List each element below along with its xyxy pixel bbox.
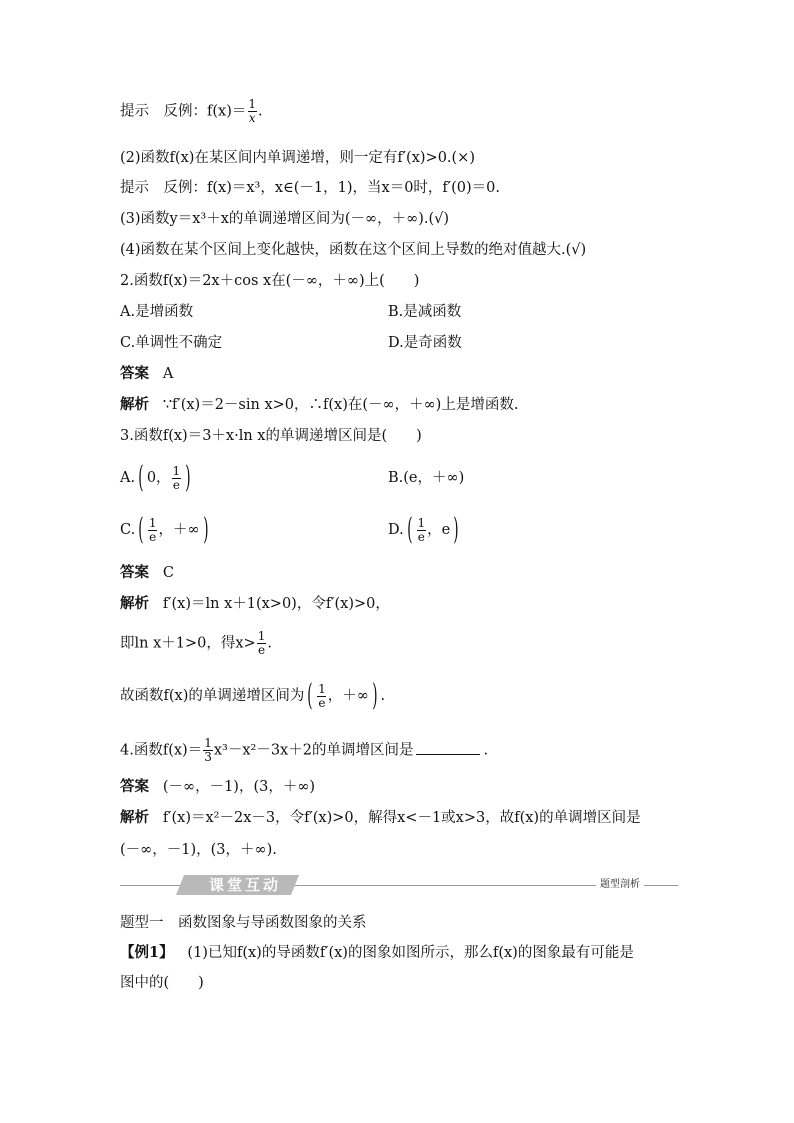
hint-line-1: 提示 反例：f(x)＝ $\frac{1}{x}$ .: [120, 97, 263, 125]
q3-solution-3: 故函数f(x)的单调递增区间为 ( $\frac{1}{e}$ ，＋∞ ) .: [120, 678, 386, 713]
q3-answer: [120, 563, 174, 583]
question-3: 3.函数f(x)＝3＋x·ln x的单调递增区间是( ): [120, 428, 422, 444]
q2-options-row-1: [120, 302, 462, 322]
answer-label: 答案: [120, 778, 149, 795]
question-4: 4.函数f(x)＝ $\frac{1}{3}$ x³－x²－3x＋2的单调增区间是 .: [120, 736, 489, 764]
q3-solution-1: 解析 f′(x)＝ln x＋1(x>0)，令f′(x)>0，: [120, 595, 390, 612]
q4-answer: [120, 777, 315, 797]
statement-2: (2)函数f(x)在某区间内单调递增，则一定有f′(x)>0.(×): [120, 150, 475, 166]
answer-label: 答案: [120, 564, 149, 581]
example-label: 【例1】: [120, 944, 174, 961]
answer-value: C: [162, 565, 174, 581]
q2-answer: [120, 364, 173, 384]
fraction-1-over-x: $\frac{1}{x}$: [248, 97, 256, 125]
question-2: 2.函数f(x)＝2x＋cos x在(－∞，＋∞)上( ): [120, 273, 420, 289]
q3-options-row-1: [120, 460, 465, 495]
solution-label: 解析: [120, 595, 149, 612]
example-1-line-2: 图中的( ): [120, 975, 204, 991]
q4-solution-1: 解析 f′(x)＝x²－2x－3，令f′(x)>0，解得x<－1或x>3，故f(x)的单调增区间是: [120, 809, 641, 826]
q3-option-c: C. ( $\frac{1}{e}$ ，＋∞ ): [120, 512, 209, 547]
solution-text: ∵f′(x)＝2－sin x>0，∴f(x)在(－∞，＋∞)上是增函数.: [162, 397, 519, 413]
example-1-line-1: 【例1】 (1)已知f(x)的导函数f′(x)的图象如图所示，那么f(x)的图象最有可能是: [120, 944, 634, 961]
solution-label: 解析: [120, 809, 149, 826]
solution-label: 解析: [120, 396, 149, 413]
answer-label: 答案: [120, 365, 149, 382]
hint-line-2: 提示 反例：f(x)＝x³，x∈(－1，1)，当x＝0时，f′(0)＝0.: [120, 180, 500, 196]
q2-option-d: D.是奇函数: [388, 335, 462, 351]
q2-options-row-2: [120, 333, 462, 353]
q2-option-a: A.是增函数: [120, 304, 194, 320]
answer-value: A: [162, 366, 174, 382]
section-tag: 题型剖析: [596, 879, 644, 891]
q2-option-b: B.是减函数: [388, 304, 462, 320]
q4-solution-2: (－∞，－1)，(3，＋∞).: [120, 842, 277, 858]
q3-options-row-2: [120, 512, 459, 547]
type-1-title: 题型一 函数图象与导函数图象的关系: [120, 915, 367, 931]
q3-option-d: D. ( $\frac{1}{e}$ ，e ): [388, 512, 459, 547]
q2-solution: [120, 395, 518, 415]
hint-1-text: 提示 反例：f(x)＝: [120, 103, 247, 120]
answer-value: (－∞，－1)，(3，＋∞): [162, 779, 316, 795]
statement-3: (3)函数y＝x³＋x的单调递增区间为(－∞，＋∞).(√): [120, 211, 450, 227]
q3-solution-2: 即ln x＋1>0，得x> $\frac{1}{e}$ .: [120, 629, 272, 657]
q3-option-a: A. ( 0， $\frac{1}{e}$ ): [120, 460, 191, 495]
answer-blank: [416, 742, 480, 755]
statement-4: (4)函数在某个区间上变化越快，函数在这个区间上导数的绝对值越大.(√): [120, 242, 587, 258]
section-banner-title: 课堂互动: [208, 876, 281, 894]
q3-option-b: B.(e，＋∞): [388, 470, 465, 486]
q2-option-c: C.单调性不确定: [120, 335, 223, 351]
